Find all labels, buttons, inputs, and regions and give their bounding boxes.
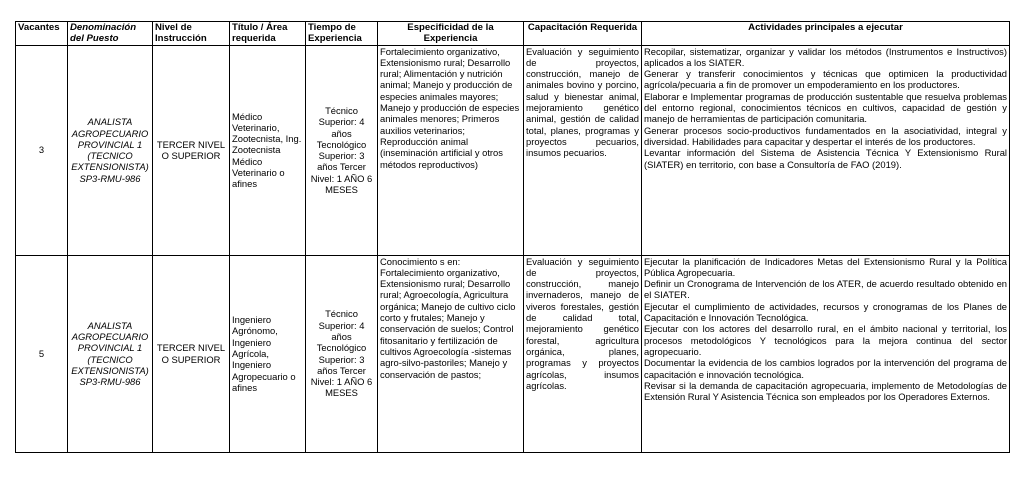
cell-tiempo: Técnico Superior: 4 años Tecnológico Superior: 3 años Tercer Nivel: 1 AÑO 6 MESES xyxy=(306,45,378,255)
activity-item: Documentar la evidencia de los cambios logrados por la intervención del programa de capacitación e innovación tecnológica. xyxy=(644,357,1007,380)
cell-tiempo: Técnico Superior: 4 años Tecnológico Superior: 3 años Tercer Nivel: 1 AÑO 6 MESES xyxy=(306,255,378,452)
cell-especificidad: Fortalecimiento organizativo, Extensionismo rural; Desarrollo rural; Alimentación y nutrición animal; Manejo y producción de especies animales mayores; Manejo y producción de especies animales menores; Primeros auxilios veterinarios; Reproducción animal (inseminación artificial y otros métodos reproductivos) xyxy=(378,45,524,255)
header-tiempo: Tiempo de Experiencia xyxy=(306,22,378,46)
cell-titulo: Ingeniero Agrónomo, Ingeniero Agrícola, Ingeniero Agropecuario o afines xyxy=(230,255,306,452)
cell-titulo: Médico Veterinario, Zootecnista, Ing. Zootecnista Médico Veterinario o afines xyxy=(230,45,306,255)
activity-item: Generar procesos socio-productivos fundamentados en la asociatividad, integral y diversidad. Habilidades para capacitar y despertar el interés de los productores. xyxy=(644,124,1007,147)
header-titulo: Título / Área requerida xyxy=(230,22,306,46)
header-capacitacion: Capacitación Requerida xyxy=(524,22,642,46)
header-nivel: Nivel de Instrucción xyxy=(153,22,230,46)
activity-item: Elaborar e Implementar programas de producción sustentable que resuelva problemas del entorno regional, conocimientos técnicos en cultivos, capacidad de gestión y manejo de herramientas de participación comunitaria. xyxy=(644,90,1007,125)
cell-capacitacion: Evaluación y seguimiento de proyectos, construcción, manejo invernaderos, manejo de viveros forestales, gestión de calidad total, mejoramiento genético forestal, agricultura orgánica, planes, programas y proyectos agrícolas, insumos agrícolas. xyxy=(524,255,642,452)
activity-item: Ejecutar la planificación de Indicadores Metas del Extensionismo Rural y la Política Pública Agropecuaria. xyxy=(644,255,1007,278)
cell-vacantes: 3 xyxy=(16,45,68,255)
header-vacantes: Vacantes xyxy=(16,22,68,46)
cell-actividades xyxy=(642,45,1010,255)
activity-item: Generar y transferir conocimientos y técnicas que optimicen la productividad agrícola/pecuaria a fin de promover un empoderamiento en los productores. xyxy=(644,68,1007,91)
header-actividades: Actividades principales a ejecutar xyxy=(642,22,1010,46)
cell-capacitacion: Evaluación y seguimiento de proyectos, construcción, manejo de animales bovino y porcino, salud y bienestar animal, mejoramiento genético animal, gestión de calidad total, planes, programas y proyectos pecuarios, insumos pecuarios. xyxy=(524,45,642,255)
table-row xyxy=(16,45,1010,255)
activity-item: Recopilar, sistematizar, organizar y validar los métodos (Instrumentos e Instructivos) aplicados a los SIATER. xyxy=(644,45,1007,68)
activity-item: Definir un Cronograma de Intervención de los ATER, de acuerdo resultado obtenido en el SIATER. xyxy=(644,278,1007,301)
cell-actividades xyxy=(642,255,1010,452)
activity-item: Revisar si la demanda de capacitación agropecuaria, implemento de Metodologías de Extensión Rural Y Asistencia Técnica son empleados por los Operadores Externos. xyxy=(644,379,1007,403)
header-denominacion: Denominación del Puesto xyxy=(68,22,153,46)
cell-vacantes: 5 xyxy=(16,255,68,452)
header-row xyxy=(16,22,1010,46)
cell-nivel: TERCER NIVEL O SUPERIOR xyxy=(153,45,230,255)
document-page xyxy=(15,21,1010,453)
cell-nivel: TERCER NIVEL O SUPERIOR xyxy=(153,255,230,452)
cell-denominacion: ANALISTA AGROPECUARIO PROVINCIAL 1 (TECNICO EXTENSIONISTA) SP3-RMU-986 xyxy=(68,45,153,255)
header-especificidad: Especificidad de la Experiencia xyxy=(378,22,524,46)
table-row xyxy=(16,255,1010,452)
job-positions-table xyxy=(15,21,1010,453)
activity-item: Levantar información del Sistema de Asistencia Técnica Y Extensionismo Rural (SIATER) en territorio, con base a Consultoría de FAO (2019). xyxy=(644,147,1007,170)
cell-especificidad: Conocimiento s en: Fortalecimiento organizativo, Extensionismo rural; Desarrollo rural; Agroecología, Agricultura orgánica; Manejo de cultivo ciclo corto y frutales; Manejo y conservación de suelos; Control fitosanitario y fertilización de cultivos Agroecología -sistemas agro-silvo-pastoriles; Manejo y conservación de pastos; xyxy=(378,255,524,452)
cell-denominacion: ANALISTA AGROPECUARIO PROVINCIAL 1 (TECNICO EXTENSIONISTA) SP3-RMU-986 xyxy=(68,255,153,452)
activity-item: Ejecutar el cumplimiento de actividades, recursos y cronogramas de los Planes de Capacitación e Innovación Tecnológica. xyxy=(644,300,1007,324)
activity-item: Ejecutar con los actores del desarrollo rural, en el ámbito nacional y territorial, los procesos metodológicos Y tecnológicos para la mejora continua del sector agropecuario. xyxy=(644,323,1007,357)
